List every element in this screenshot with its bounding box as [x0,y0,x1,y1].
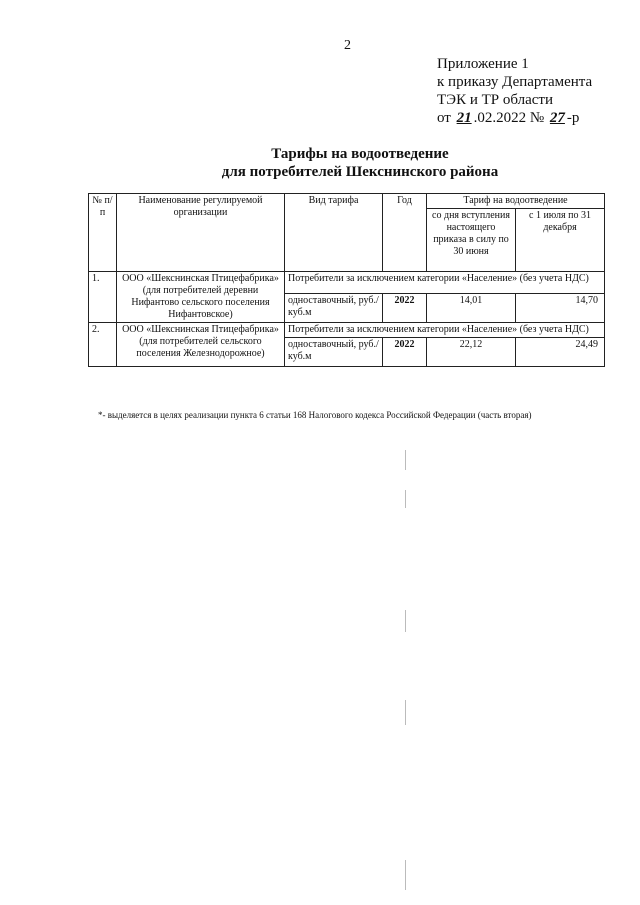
row-type: одноставочный, руб./куб.м [285,294,383,323]
row-year: 2022 [383,338,427,367]
number-suffix: -р [566,110,580,126]
row-num: 2. [89,323,117,367]
title-line-1: Тарифы на водоотведение [271,146,449,162]
row-year: 2022 [383,294,427,323]
table-row [89,272,605,294]
tariff-table [88,193,605,367]
row-num: 1. [89,272,117,323]
appendix-line-3: ТЭК и ТР области [437,92,553,108]
document-title [150,145,570,181]
handwritten-number: 27 [549,110,565,126]
scan-artifact [405,860,406,890]
row-org: ООО «Шекснинская Птицефабрика» (для потребителей деревни Нифантово сельского поселения Нифантовское) [117,272,285,323]
row-category: Потребители за исключением категории «Население» (без учета НДС) [285,272,605,294]
scan-artifact [405,450,406,470]
header-org: Наименование регулируемой организации [117,194,285,272]
handwritten-day: 21 [456,110,472,126]
row-org: ООО «Шекснинская Птицефабрика» (для потребителей сельского поселения Железнодорожное) [117,323,285,367]
header-period-1: со дня вступления настоящего приказа в силу по 30 июня [427,209,516,272]
header-period-2: с 1 июля по 31 декабря [516,209,605,272]
page-number: 2 [344,38,351,53]
row-value-2: 24,49 [516,338,605,367]
header-year: Год [383,194,427,272]
scan-artifact [405,610,406,632]
title-line-2: для потребителей Шекснинского района [221,164,499,180]
appendix-header [437,55,592,127]
scan-artifact [405,700,406,725]
appendix-line-1: Приложение 1 [437,56,529,72]
row-type: одноставочный, руб./куб.м [285,338,383,367]
scan-artifact [405,490,406,508]
row-value-2: 14,70 [516,294,605,323]
date-suffix: .02.2022 № [473,110,545,126]
appendix-date-line [437,109,592,127]
row-value-1: 14,01 [427,294,516,323]
footnote: *- выделяется в целях реализации пункта 6 статьи 168 Налогового кодекса Российской Федерации (часть вторая) [98,410,532,420]
row-value-1: 22,12 [427,338,516,367]
header-type: Вид тарифа [285,194,383,272]
header-tariff: Тариф на водоотведение [427,194,605,209]
header-num: № п/п [89,194,117,272]
row-category: Потребители за исключением категории «Население» (без учета НДС) [285,323,605,338]
date-prefix: от [437,110,451,126]
table-row [89,323,605,338]
table-header-row [89,194,605,209]
appendix-line-2: к приказу Департамента [437,74,593,90]
